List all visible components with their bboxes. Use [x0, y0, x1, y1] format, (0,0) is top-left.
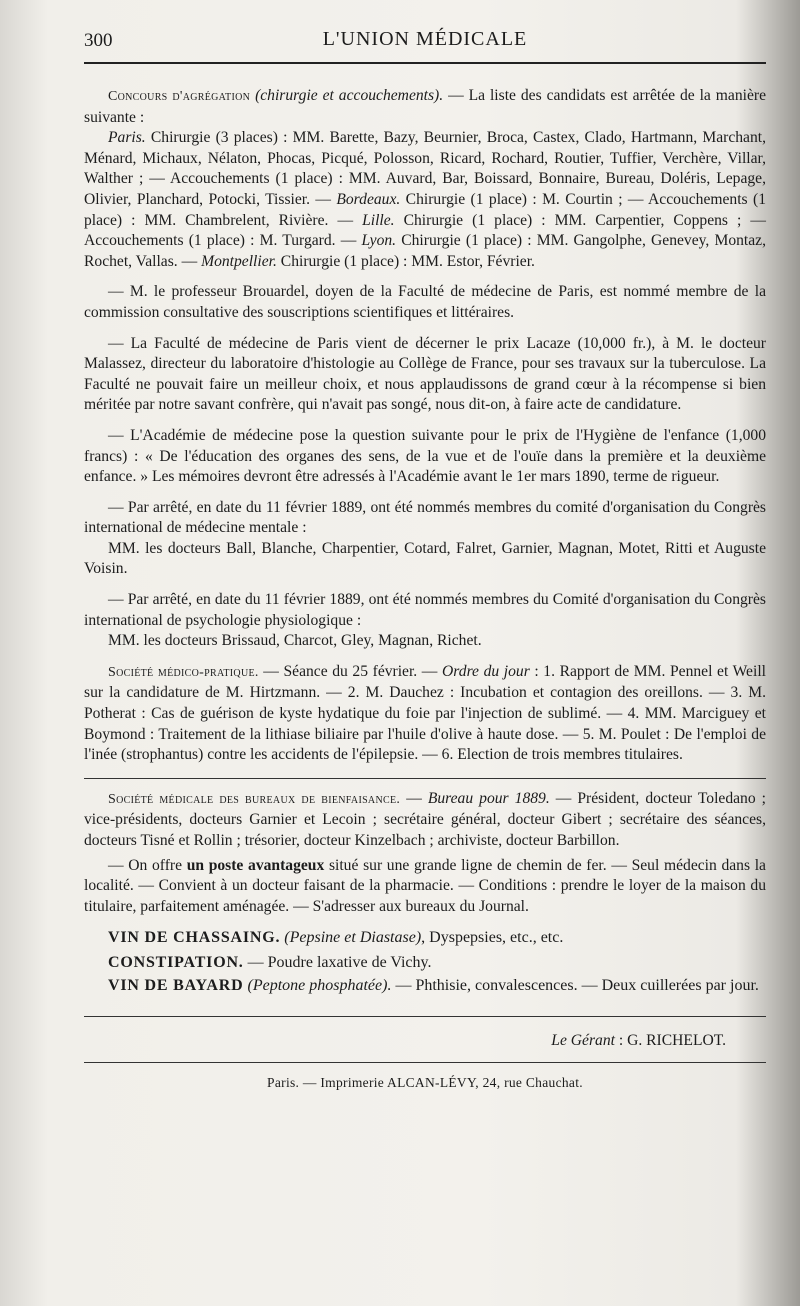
societe-mp-seance: — Séance du 25 février. — [258, 662, 443, 680]
advert-chassaing-paren: (Pepsine et Diastase) [284, 929, 422, 947]
societe-mp-agenda: : 1. Rapport de MM. Pennel et Weill sur la candidature de M. Hirtzmann. — 2. M. Dauchez : Incubation et contagion des oreillons. — 3. M. Potherat : Cas de guérison de kyste hydatique du foie par l'injection de sublimé. — 4. MM. Marciguey et Boymond : Traitement de la lithiase biliaire par l'huile d'olive à haute dose. — 5. M. Poulet : De l'emploi de l'inée (strophantus) contre les accidents de l'épilepsie. — 6. Election de trois membres titulaires. [84, 662, 766, 764]
news-brouardel: — M. le professeur Brouardel, doyen de la Faculté de médecine de Paris, est nommé membre de la commission consultative des souscriptions scientifiques et littéraires. [84, 283, 766, 321]
societe-bureaux [84, 789, 766, 852]
societe-bureaux-dash: — [400, 789, 428, 807]
advertisements [84, 925, 766, 996]
gerant-name: : G. RICHELOT. [614, 1032, 726, 1050]
advert-constipation-text: — Poudre laxative de Vichy. [243, 954, 432, 972]
concours-intro: — La liste des candidats est arrêtée de la manière suivante : [84, 87, 766, 126]
poste-bold: un poste avantageux [186, 856, 325, 874]
page-number: 300 [84, 30, 113, 51]
news-academie: — L'Académie de médecine pose la question suivante pour le prix de l'Hygiène de l'enfance (1,000 francs) : « De l'éducation des organes des sens, de la vue et de l'ouïe dans la première et la deuxième enfance. » Les mémoires devront être adressés à l'Académie avant le 1er mars 1890, terme de rigueur. [84, 426, 766, 486]
news-congres-mentale-members: MM. les docteurs Ball, Blanche, Charpentier, Cotard, Falret, Garnier, Magnan, Motet, Ritti et Auguste Voisin. [84, 539, 766, 578]
gerant-line [84, 1031, 766, 1052]
bordeaux-list: Chirurgie (1 place) : M. Courtin ; — Accouchements (1 place) : MM. Chambrelent, Rivière. — [84, 190, 766, 229]
poste-notice [84, 856, 766, 918]
city-montpellier: Montpellier. [201, 252, 277, 270]
advert-bayard-text: — Phthisie, convalescences. — Deux cuillerées par jour. [391, 977, 759, 995]
concours-lists [84, 128, 766, 272]
societe-medico-pratique [84, 662, 766, 766]
advert-bayard-paren: (Peptone phosphatée). [247, 977, 392, 995]
ordre-du-jour: Ordre du jour [442, 662, 530, 680]
bureau-1889: Bureau pour 1889. [427, 789, 550, 807]
concours-title: Concours d'agrégation [108, 89, 251, 104]
city-bordeaux: Bordeaux. [336, 190, 401, 208]
advert-chassaing-text: , Dyspepsies, etc., etc. [421, 929, 564, 947]
advert-chassaing-name: VIN DE CHASSAING. [108, 929, 281, 947]
gerant-label: Le Gérant [551, 1032, 615, 1050]
societe-bureaux-members: — Président, docteur Toledano ; vice-présidents, docteurs Garnier et Lecoin ; secrétaire général, docteur Gibert ; secrétaire des séances, docteurs Tisné et Rollin ; trésorier, docteur Kinzelbach ; archiviste, docteur Barbillon. [84, 789, 766, 849]
paris-list: Chirurgie (3 places) : MM. Barette, Bazy, Beurnier, Broca, Castex, Clado, Hartmann, Marchant, Ménard, Michaux, Nélaton, Phocas, Picqué, Polosson, Ricard, Rochard, Routier, Tuffier, Verchère, Villar, Walther ; — Accouchements (1 place) : MM. Auvard, Bar, Boissard, Bonnaire, Bureau, Doléris, Lepage, Olivier, Planchard, Potocki, Tissier. — [84, 129, 766, 208]
advert-bayard [84, 975, 766, 996]
advert-chassaing [84, 925, 766, 950]
city-lille: Lille. [362, 211, 395, 229]
advert-constipation-name: CONSTIPATION. [108, 954, 244, 972]
concours-subtitle: (chirurgie et accouchements). [255, 87, 444, 104]
imprint-divider [84, 1062, 766, 1063]
societe-bureaux-name: Société médicale des bureaux de bienfaisance. [108, 791, 401, 807]
footer-divider [84, 1016, 766, 1017]
poste-details: situé sur une grande ligne de chemin de fer. — Seul médecin dans la localité. — Convient à un docteur faisant de la pharmacie. — Conditions : prendre le loyer de la maison du titulaire, parfaitement aménagée. — S'adresser aux bureaux du Journal. [84, 856, 766, 915]
concours-paragraph [84, 86, 766, 128]
news-congres-mentale-intro: — Par arrêté, en date du 11 février 1889, ont été nommés membres du comité d'organisation du Congrès international de médecine mentale : [84, 498, 766, 537]
news-lacaze: — La Faculté de médecine de Paris vient de décerner le prix Lacaze (10,000 fr.), à M. le docteur Malassez, directeur du laboratoire d'histologie au Collège de France, pour ses travaux sur la tuberculose. La Faculté ne pouvait faire un meilleur choix, et nous applaudissons de grand cœur à la récompense si bien méritée par notre savant confrère, qui n'avait pas songé, nous dit-on, à faire acte de candidature. [84, 334, 766, 414]
imprint: Paris. — Imprimerie ALCAN-LÉVY, 24, rue Chauchat. [267, 1074, 583, 1090]
lille-list: Chirurgie (1 place) : MM. Carpentier, Coppens ; — Accouchements (1 place) : M. Turgard. — [84, 211, 766, 250]
montpellier-list: Chirurgie (1 place) : MM. Estor, Février. [276, 252, 535, 270]
section-divider [84, 778, 766, 779]
city-lyon: Lyon. [361, 232, 397, 250]
poste-intro: — On offre [108, 856, 187, 874]
lyon-list: Chirurgie (1 place) : MM. Gangolphe, Genevey, Montaz, Rochet, Vallas. — [84, 232, 766, 270]
advert-bayard-name: VIN DE BAYARD [108, 977, 244, 995]
city-paris: Paris. [108, 129, 146, 147]
page-header [84, 22, 766, 64]
news-congres-psycho-members: MM. les docteurs Brissaud, Charcot, Gley, Magnan, Richet. [108, 632, 482, 650]
running-title: L'UNION MÉDICALE [322, 28, 528, 50]
advert-constipation [84, 950, 766, 975]
societe-mp-name: Société médico-pratique. [108, 664, 259, 680]
news-congres-psycho-intro: — Par arrêté, en date du 11 février 1889, ont été nommés membres du Comité d'organisation du Congrès international de psychologie physiologique : [84, 591, 766, 629]
page-content [84, 86, 766, 1094]
